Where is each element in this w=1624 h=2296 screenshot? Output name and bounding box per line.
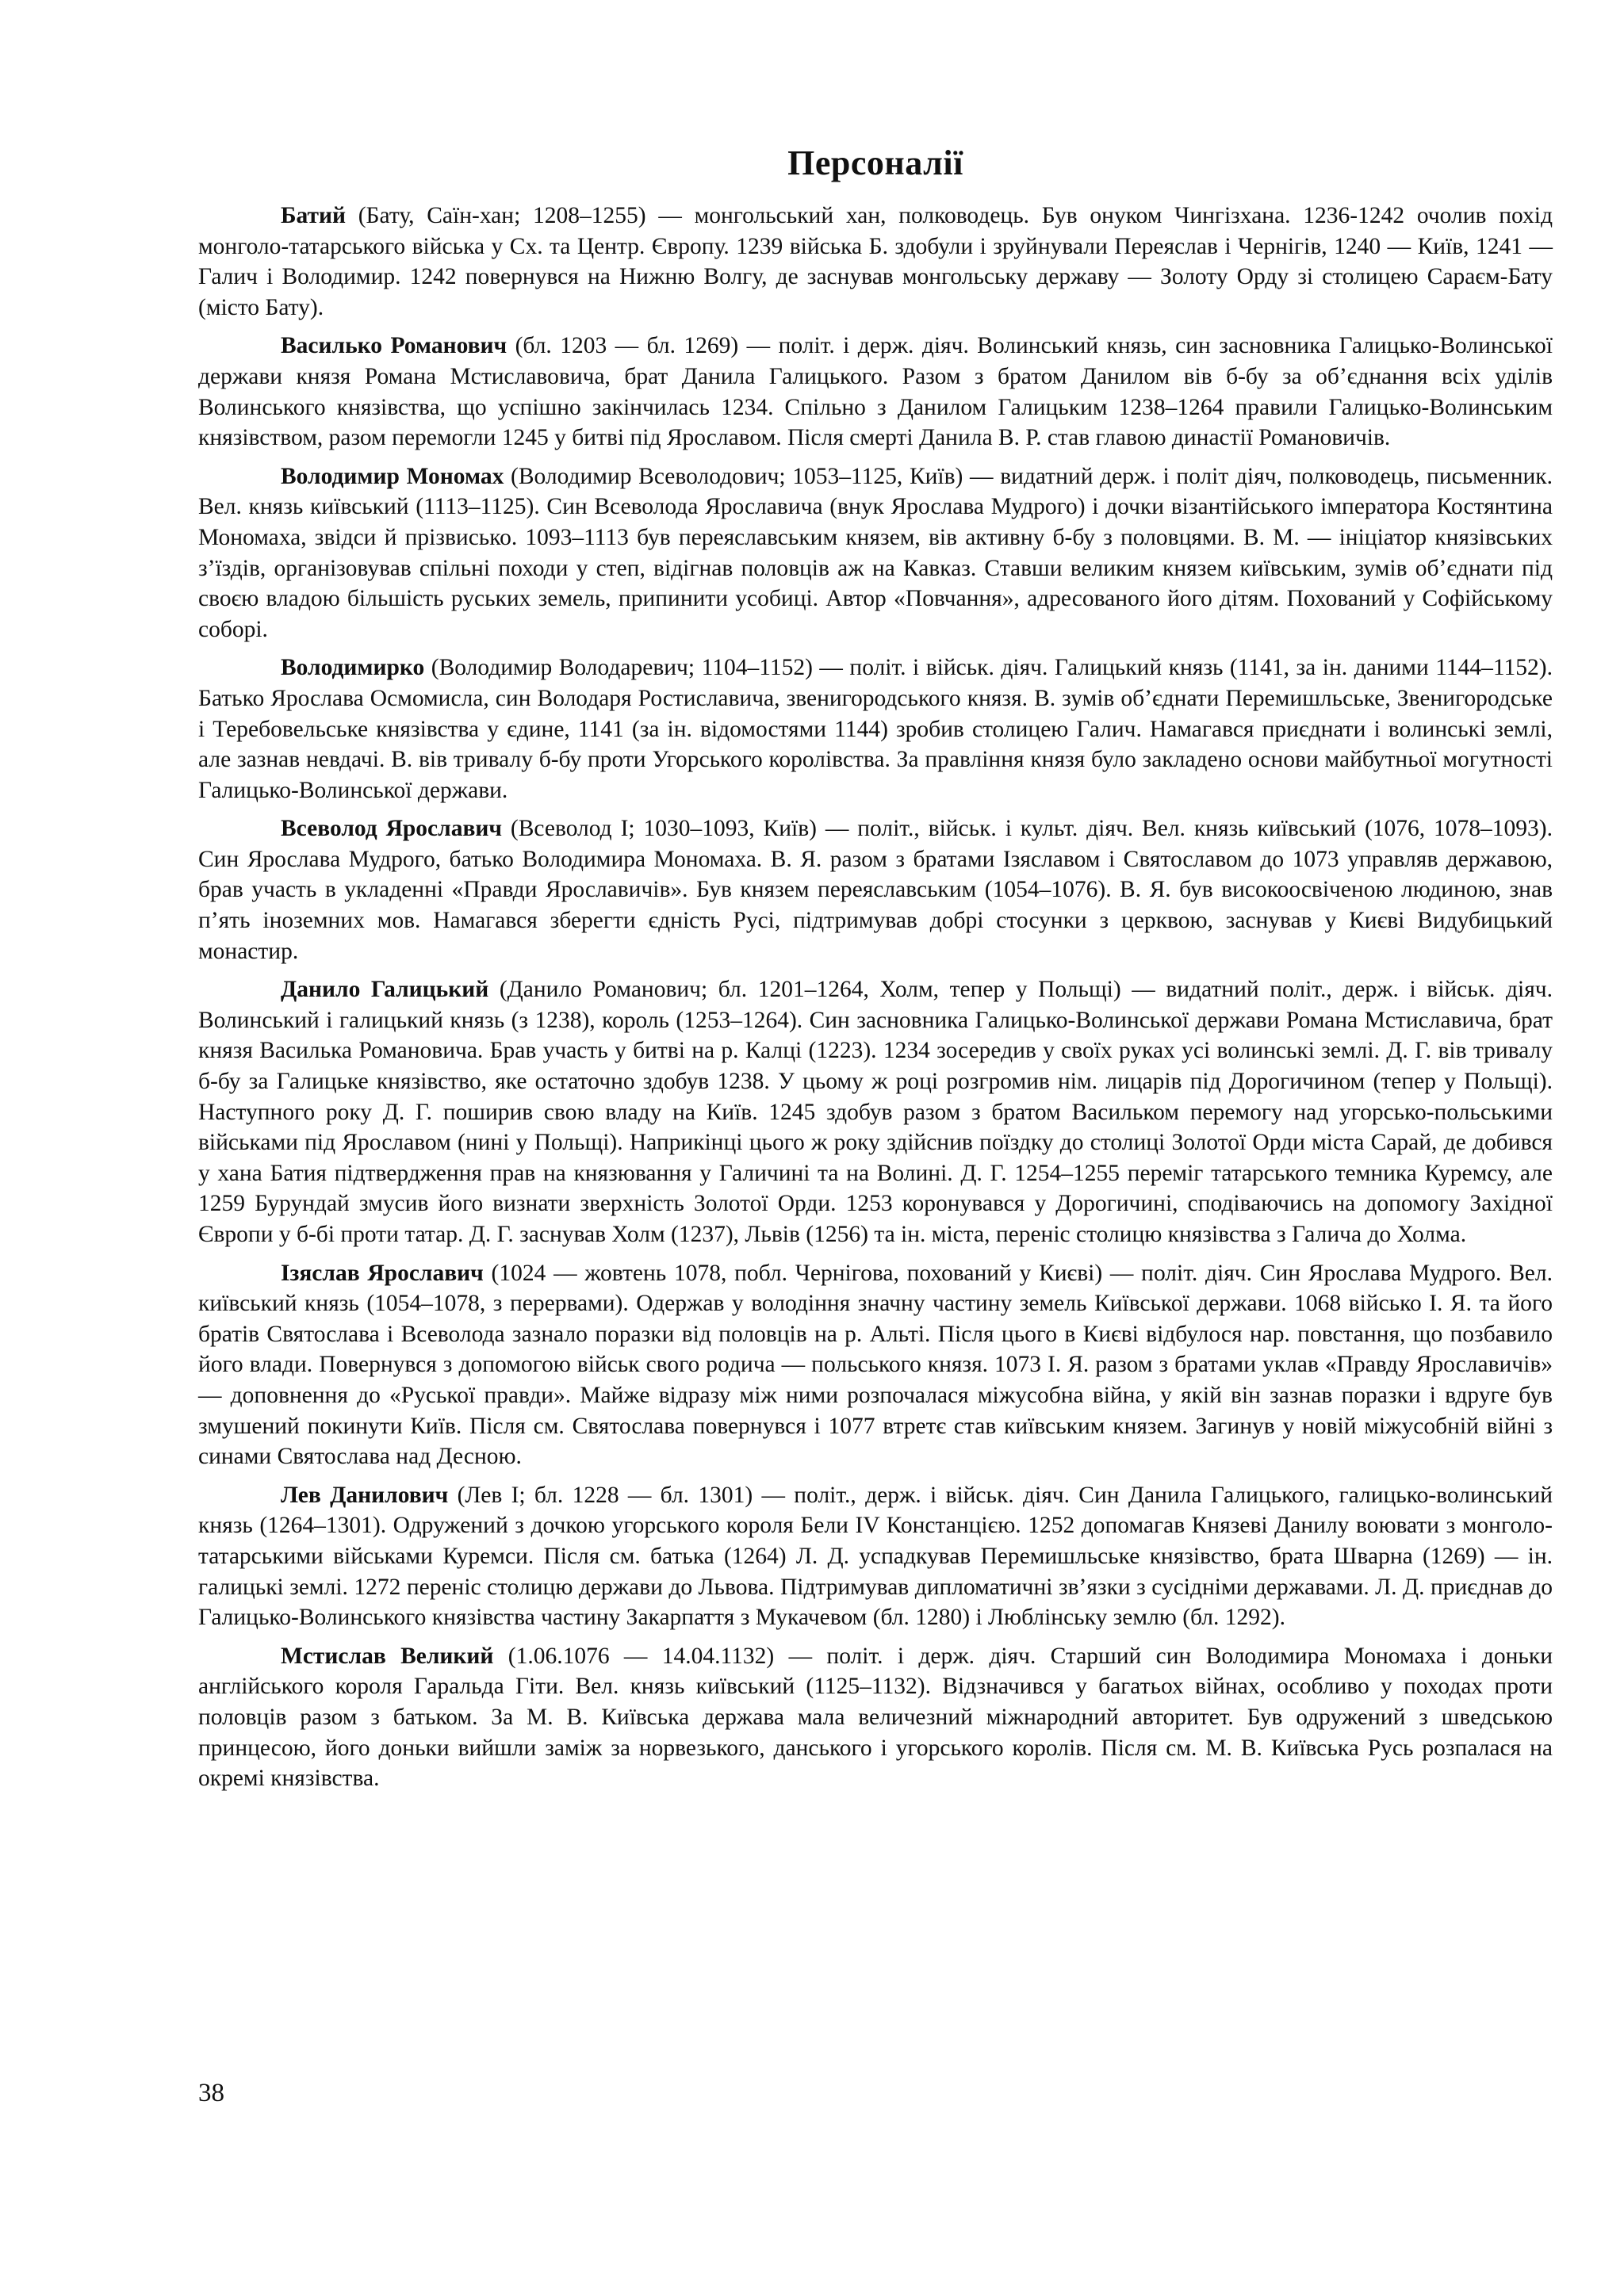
entry-text: (1024 — жовтень 1078, побл. Чернігова, похований у Києві) — політ. діяч. Син Ярослава Мудрого. Вел. київський князь (1054–1078, з перервами). Одержав у володіння значну частину земель Київської держави. 1068 військо І. Я. та його братів Святослава і Всеволода зазнало поразки від половців на р. Альті. Після цього в Києві відбулося нар. повстання, що позбавило його влади. Повернувся з допомогою військ свого родича — польського князя. 1073 І. Я. разом з братами уклав «Правду Ярославичів» — доповнення до «Руської правди». Майже відразу між ними розпочалася міжусобна війна, у якій він зазнав поразки і вдруге був змушений покинути Київ. Після см. Святослава повернувся і 1077 втретє став київським князем. Загинув у новій міжусобній війні з синами Святослава над Десною. — [198, 1260, 1553, 1470]
entry-text: (Всеволод І; 1030–1093, Київ) — політ., військ. і культ. діяч. Вел. князь київський (1076, 1078–1093). Син Ярослава Мудрого, батько Володимира Мономаха. В. Я. разом з братами Ізяславом і Святославом до 1073 управляв державою, брав участь в укладенні «Правди Ярославичів». Був князем переяславським (1054–1076). В. Я. був високоосвіченою людиною, знав п’ять іноземних мов. Намагався зберегти єдність Русі, підтримував добрі стосунки з церквою, заснував у Києві Видубицький монастир. — [198, 816, 1553, 964]
entry-text: (бл. 1203 — бл. 1269) — політ. і держ. діяч. Волинський князь, син засновника Галицько-Волинської держави князя Романа Мстиславовича, брат Данила Галицького. Разом з братом Данилом вів б-бу за об’єднання всіх уділів Волинського князівства, що успішно закінчилась 1234. Спільно з Данилом Галицьким 1238–1264 правили Галицько-Волинським князівством, разом перемогли 1245 у битві під Ярославом. Після смерті Данила В. Р. став главою династії Романовичів. — [198, 333, 1553, 451]
entry-text: (Бату, Саїн-хан; 1208–1255) — монгольський хан, полководець. Був онуком Чингізхана. 1236-1242 очолив похід монголо-татарського війська у Сх. та Центр. Європу. 1239 війська Б. здобули і зруйнували Переяслав і Чернігів, 1240 — Київ, 1241 — Галич і Володимир. 1242 повернувся на Нижню Волгу, де заснував монгольську державу — Золоту Орду зі столицею Сараєм-Бату (місто Бату). — [198, 203, 1553, 320]
entry-volodymyrko — [198, 652, 1553, 806]
entry-name: Мстислав Великий — [281, 1643, 494, 1669]
entry-name: Лев Данилович — [281, 1482, 449, 1508]
entry-text: (Володимир Володаревич; 1104–1152) — політ. і військ. діяч. Галицький князь (1141, за ін. даними 1144–1152). Батько Ярослава Осмомисла, син Володаря Ростиславича, звенигородського князя. В. зумів об’єднати Перемишльське, Звенигородське і Теребовельське князівства у єдине, 1141 (за ін. відомостями 1144) зробив столицею Галич. Намагався приєднати і волинські землі, але зазнав невдачі. В. вів тривалу б-бу проти Угорського королівства. За правління князя було закладено основи майбутньої могутності Галицько-Волинської держави. — [198, 655, 1553, 803]
entry-text: (Данило Романович; бл. 1201–1264, Холм, тепер у Польщі) — видатний політ., держ. і військ. діяч. Волинський і галицький князь (з 1238), король (1253–1264). Син засновника Галицько-Волинської держави Романа Мстиславича, брат князя Василька Романовича. Брав участь у битві на р. Калці (1223). 1234 зосередив у своїх руках усі волинські землі. Д. Г. вів тривалу б-бу за Галицьке князівство, яке остаточно здобув 1238. У цьому ж році розгромив нім. лицарів під Дорогичином (тепер у Польщі). Наступного року Д. Г. поширив свою владу на Київ. 1245 здобув разом з братом Васильком перемогу над угорсько-польськими військами під Ярославом (нині у Польщі). Наприкінці цього ж року здійснив поїздку до столиці Золотої Орди міста Сарай, де добився у хана Батия підтвердження прав на князювання у Галичині та на Волині. Д. Г. 1254–1255 переміг татарського темника Куремсу, але 1259 Бурундай змусив його визнати зверхність Золотої Орди. 1253 коронувався у Дорогичині, сподіваючись на допомогу Західної Європи у б-бі проти татар. Д. Г. заснував Холм (1237), Львів (1256) та ін. міста, переніс столицю князівства з Галича до Холма. — [198, 977, 1553, 1247]
entry-text: (1.06.1076 — 14.04.1132) — політ. і держ. діяч. Старший син Володимира Мономаха і доньки англійського короля Гаральда Гіти. Вел. князь київський (1125–1132). Відзначився у багатьох війнах, особливо у походах проти половців разом з батьком. За М. В. Київська держава мала величезний міжнародний авторитет. Був одружений з шведською принцесою, його доньки вийшли заміж за норвезького, данського і угорського королів. Після см. М. В. Київська Русь розпалася на окремі князівства. — [198, 1643, 1553, 1792]
entry-name: Ізяслав Ярославич — [281, 1260, 484, 1286]
entry-name: Володимир Мономах — [281, 463, 504, 489]
entry-mstyslav-velykyi — [198, 1641, 1553, 1794]
entry-name: Василько Романович — [281, 333, 508, 359]
entry-name: Батий — [281, 203, 346, 228]
entry-name: Всеволод Ярославич — [281, 816, 503, 842]
entry-danylo-halytskyi — [198, 974, 1553, 1249]
entry-text: (Лев І; бл. 1228 — бл. 1301) — політ., держ. і військ. діяч. Син Данила Галицького, галицько-волинський князь (1264–1301). Одружений з дочкою угорського короля Бели IV Констанцією. 1252 допомагав Князеві Данилу воювати з монголо-татарськими військами Куремси. Після см. батька (1264) Л. Д. успадкував Перемишльське князівство, брата Шварна (1269) — ін. галицькі землі. 1272 переніс столицю держави до Львова. Підтримував дипломатичні зв’язки з сусідніми державами. Л. Д. приєднав до Галицько-Волинського князівства частину Закарпаття з Мукачевом (бл. 1280) і Люблінську землю (бл. 1292). — [198, 1482, 1553, 1631]
entry-volodymyr-monomakh — [198, 461, 1553, 645]
page-number: 38 — [198, 2079, 224, 2107]
entry-lev-danylovych — [198, 1480, 1553, 1633]
page-title: Персоналії — [787, 144, 963, 182]
entry-name: Данило Галицький — [281, 977, 489, 1003]
entry-vsevolod-yaroslavych — [198, 813, 1553, 966]
page-content — [198, 143, 1553, 1802]
entry-iziaslav-yaroslavych — [198, 1258, 1553, 1472]
entry-text: (Володимир Всеволодович; 1053–1125, Київ) — видатний держ. і політ діяч, полководець, письменник. Вел. князь київський (1113–1125). Син Всеволода Ярославича (внук Ярослава Мудрого) і дочки візантійського імператора Костянтина Мономаха, звідси й прізвисько. 1093–1113 був переяславським князем, вів активну б-бу з половцями. В. М. — ініціатор князівських з’їздів, організовував спільні походи у степ, відігнав половців аж на Кавказ. Ставши великим князем київським, зумів об’єднати під своєю владою більшість руських земель, припинити усобиці. Автор «Повчання», адресованого його дітям. Похований у Софійському соборі. — [198, 463, 1553, 642]
entry-vasylko-romanovych — [198, 331, 1553, 453]
entry-batyi — [198, 201, 1553, 323]
entry-name: Володимирко — [281, 655, 425, 681]
